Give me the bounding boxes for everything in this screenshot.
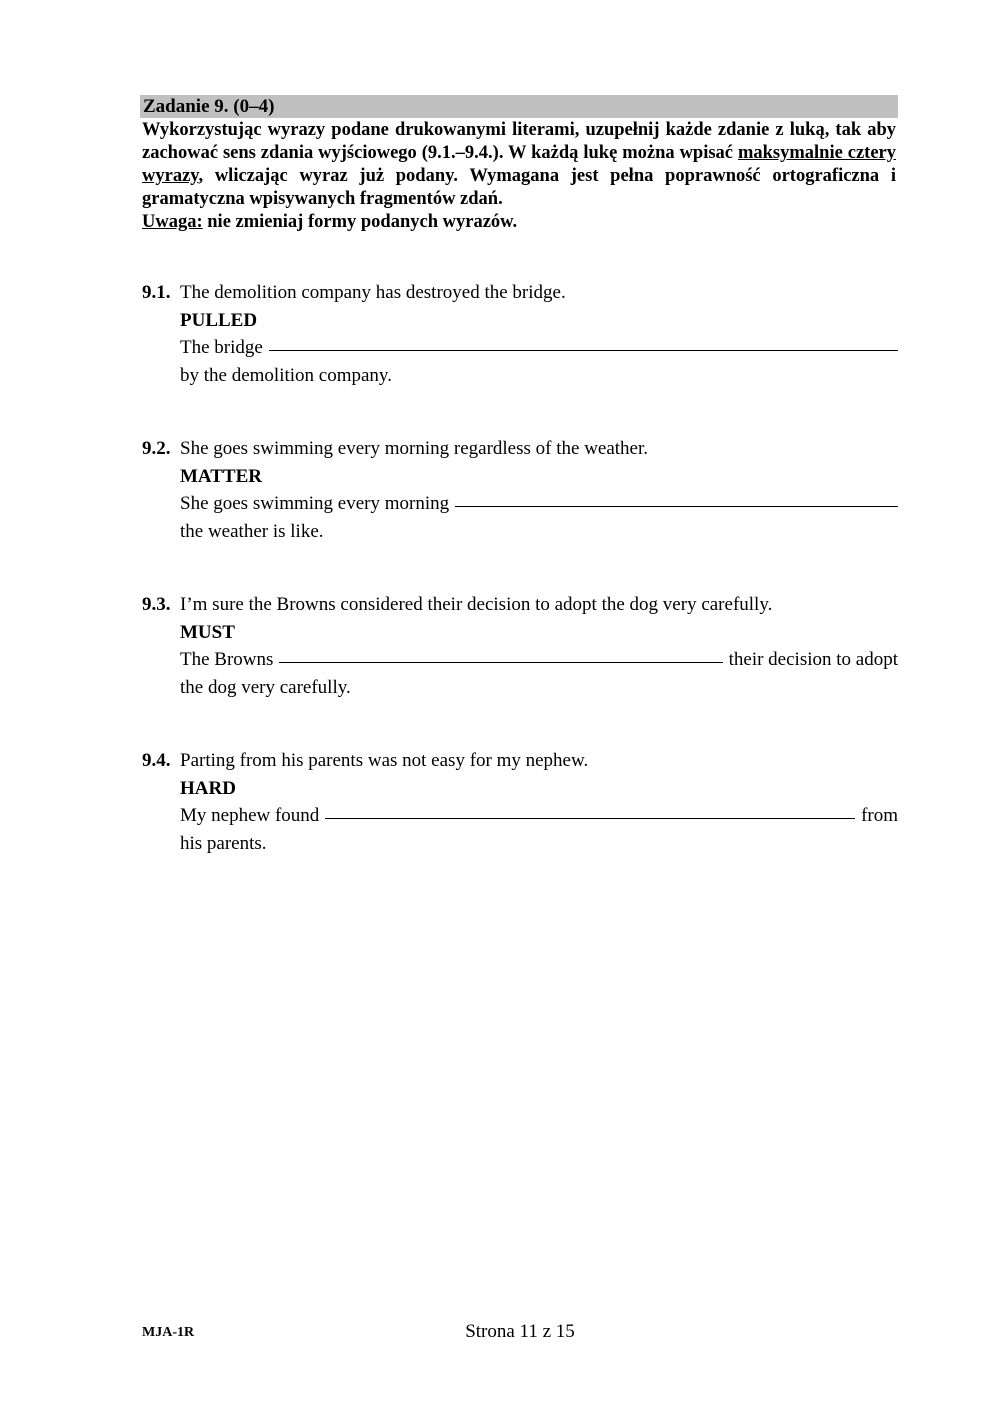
gap-before-text: She goes swimming every morning xyxy=(180,493,450,514)
item-original-sentence: I’m sure the Browns considered their decision to adopt the dog very carefully. xyxy=(180,594,773,615)
item-gap-line xyxy=(180,646,898,674)
task-item-9-4 xyxy=(140,747,898,857)
note-text: nie zmieniaj formy podanych wyrazów. xyxy=(202,212,518,232)
item-continuation: his parents. xyxy=(180,832,267,854)
item-number: 9.1. xyxy=(142,282,171,303)
task-instructions xyxy=(140,119,898,234)
item-original-sentence: Parting from his parents was not easy for my nephew. xyxy=(180,750,589,771)
item-keyword: HARD xyxy=(180,777,236,799)
item-keyword: PULLED xyxy=(180,309,258,331)
task-item-9-1 xyxy=(140,279,898,389)
item-number: 9.4. xyxy=(142,750,171,771)
item-original-sentence: She goes swimming every morning regardless of the weather. xyxy=(180,438,649,459)
task-item-9-2 xyxy=(140,435,898,545)
item-continuation: the weather is like. xyxy=(180,520,324,542)
task-item-9-3 xyxy=(140,591,898,701)
item-gap-line xyxy=(180,490,898,518)
answer-blank[interactable] xyxy=(279,644,722,663)
answer-blank[interactable] xyxy=(325,800,855,819)
note-label: Uwaga: xyxy=(142,212,203,232)
page-number: Strona 11 z 15 xyxy=(465,1321,575,1342)
answer-blank[interactable] xyxy=(455,488,898,507)
item-number: 9.2. xyxy=(142,438,171,459)
gap-after-text: from xyxy=(861,805,898,826)
instructions-text-cont: , wliczając wyraz już podany. Wymagana jest pełna poprawność ortograficzna i gramatyczna wpisywanych fragmentów zdań. xyxy=(142,166,896,209)
instructions-text: Wykorzystując wyrazy podane drukowanymi literami, uzupełnij każde zdanie z luką, tak aby zachować sens zdania wyjściowego (9.1.–9.4.). W każdą lukę można wpisać xyxy=(142,120,896,163)
item-original-sentence: The demolition company has destroyed the bridge. xyxy=(180,282,566,303)
item-gap-line xyxy=(180,334,898,362)
item-gap-line xyxy=(180,802,898,830)
item-keyword: MATTER xyxy=(180,465,262,487)
item-keyword: MUST xyxy=(180,621,235,643)
task-header: Zadanie 9. (0–4) xyxy=(140,95,898,118)
item-number: 9.3. xyxy=(142,594,171,615)
gap-before-text: The Browns xyxy=(180,649,274,670)
gap-before-text: My nephew found xyxy=(180,805,320,826)
task-items xyxy=(140,279,898,857)
item-continuation: the dog very carefully. xyxy=(180,676,351,698)
gap-after-text: their decision to adopt xyxy=(728,649,898,670)
instructions-underlined: maksymalnie cztery wyrazy xyxy=(142,143,896,186)
item-continuation: by the demolition company. xyxy=(180,364,392,386)
exam-code: MJA-1R xyxy=(142,1325,195,1340)
exam-page xyxy=(140,95,898,903)
answer-blank[interactable] xyxy=(269,332,898,351)
gap-before-text: The bridge xyxy=(180,337,263,358)
